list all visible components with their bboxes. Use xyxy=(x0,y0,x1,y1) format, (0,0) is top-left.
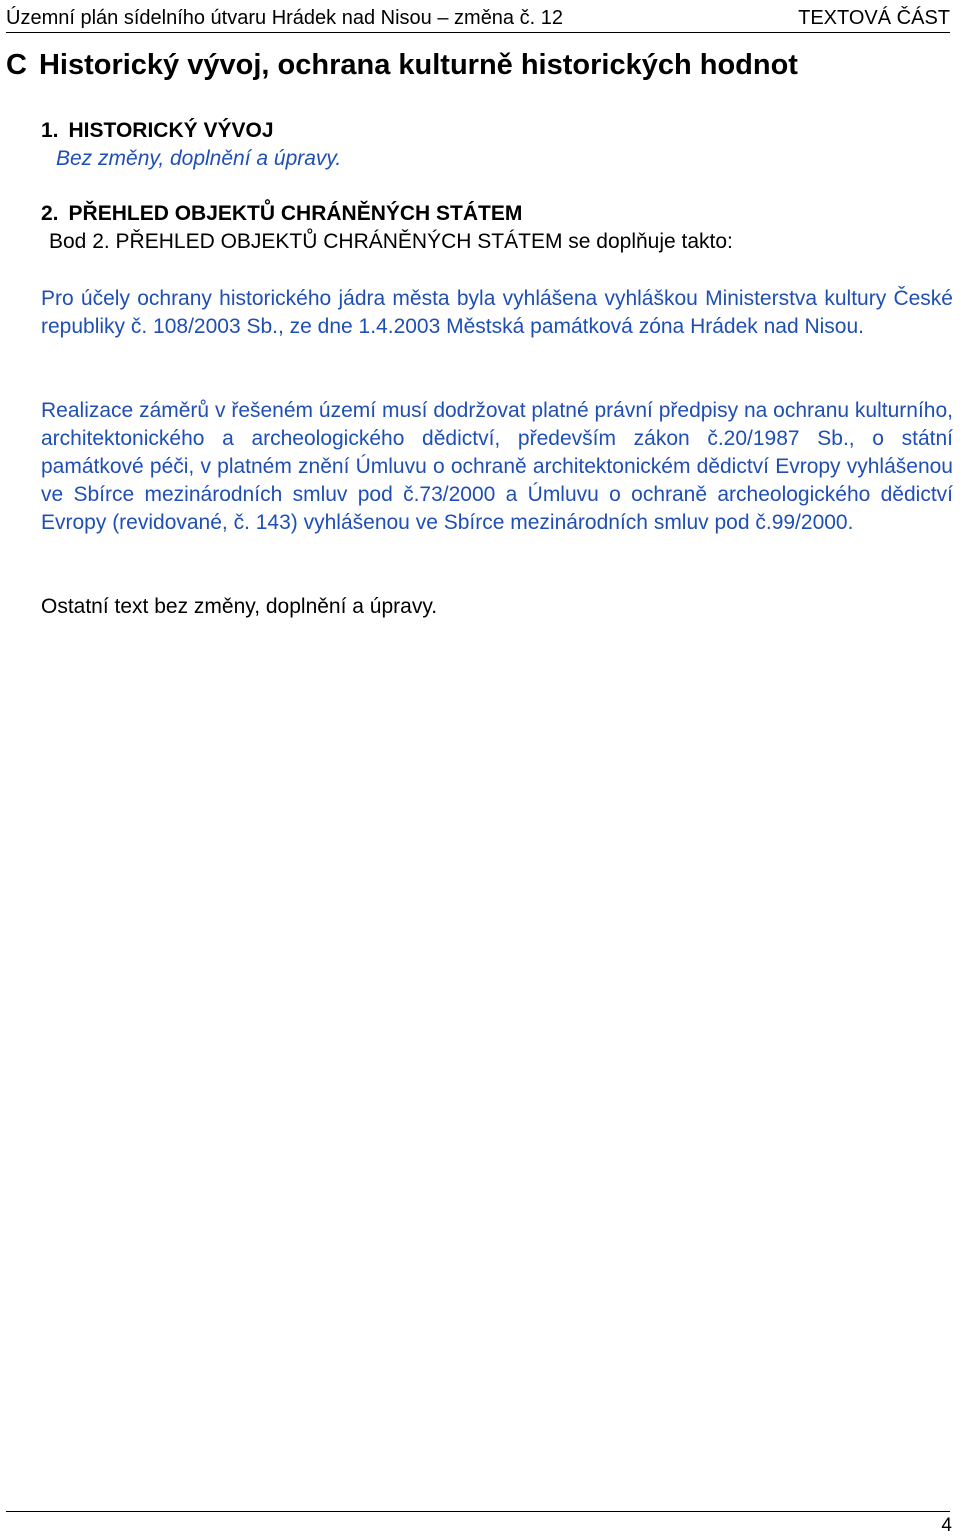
chapter-title: Historický vývoj, ochrana kulturně historických hodnot xyxy=(38,49,798,81)
paragraph-conservation-zone: Pro účely ochrany historického jádra města byla vyhlášena vyhláškou Ministerstva kultury České republiky č. 108/2003 Sb., ze dne 1.4.2003 Městská památková zóna Hrádek nad Nisou. xyxy=(41,287,953,338)
chapter-heading xyxy=(6,48,798,82)
page-header xyxy=(6,4,950,33)
paragraph-legal-requirements: Realizace záměrů v řešeném území musí dodržovat platné právní předpisy na ochranu kulturního, architektonického a archeologického dědictví, především zákon č.20/1987 Sb., o státní památkové péči, v platném znění Úmluvu o ochraně architektonickém dědictví Evropy vyhlášenou ve Sbírce mezinárodních smluv pod č.73/2000 a Úmluvu o ochraně archeologického dědictví Evropy (revidované, č. 143) vyhlášenou ve Sbírce mezinárodních smluv pod č.99/2000. xyxy=(41,399,953,534)
page-number: 4 xyxy=(941,1515,952,1536)
section-1-note: Bez změny, doplnění a úpravy. xyxy=(56,147,342,170)
document-title: Územní plán sídelního útvaru Hrádek nad Nisou – změna č. 12 xyxy=(6,7,563,29)
section-2-title: PŘEHLED OBJEKTŮ CHRÁNĚNÝCH STÁTEM xyxy=(68,202,523,225)
section-1-title: HISTORICKÝ VÝVOJ xyxy=(68,119,274,142)
section-2-note: Bod 2. PŘEHLED OBJEKTŮ CHRÁNĚNÝCH STÁTEM se doplňuje takto: xyxy=(49,230,733,253)
section-1-number: 1. xyxy=(41,119,59,142)
section-2-number: 2. xyxy=(41,202,59,225)
chapter-letter: C xyxy=(6,49,27,81)
section-1-heading xyxy=(41,118,274,144)
document-part: TEXTOVÁ ČÁST xyxy=(798,7,950,29)
paragraph-other-text: Ostatní text bez změny, doplnění a úpravy. xyxy=(41,595,438,618)
footer-rule xyxy=(6,1511,950,1512)
section-2-heading xyxy=(41,201,522,227)
